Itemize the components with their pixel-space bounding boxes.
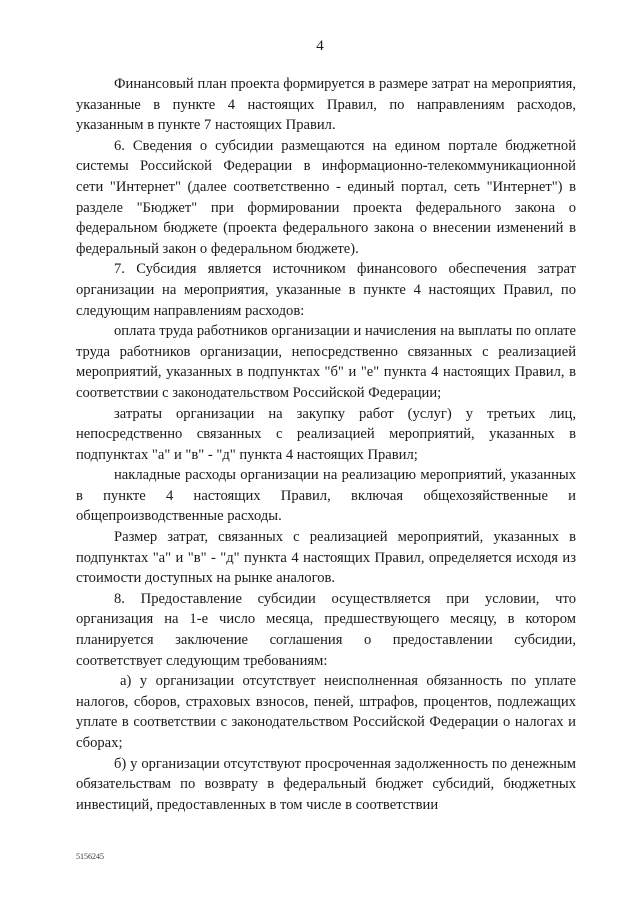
paragraph-procurement-costs: затраты организации на закупку работ (услуг) у третьих лиц, непосредственно связанных с реализацией мероприятий, указанных в подпунктах "а" и "в" - "д" пункта 4 настоящих Правил;	[76, 405, 576, 463]
paragraph-overhead-costs: накладные расходы организации на реализацию мероприятий, указанных в пункте 4 настоящих Правил, включая общехозяйственные и общепроизводственные расходы.	[76, 467, 576, 525]
document-body	[76, 74, 576, 815]
paragraph-item-8b: б) у организации отсутствуют просроченная задолженность по денежным обязательствам по возврату в федеральный бюджет субсидий, бюджетных инвестиций, предоставленных в том числе в соответствии	[76, 755, 576, 813]
paragraph-cost-size: Размер затрат, связанных с реализацией мероприятий, указанных в подпунктах "а" и "в" - "д" пункта 4 настоящих Правил, определяется исходя из стоимости доступных на рынке аналогов.	[76, 529, 576, 587]
paragraph-item-8a: а) у организации отсутствует неисполненная обязанность по уплате налогов, сборов, страховых взносов, пеней, штрафов, процентов, подлежащих уплате в соответствии с законодательством Российской Федерации о налогах и сборах;	[76, 673, 576, 751]
paragraph-item-6: 6. Сведения о субсидии размещаются на едином портале бюджетной системы Российской Федерации в информационно-телекоммуникационной сети "Интернет" (далее соответственно - единый портал, сеть "Интернет") в разделе "Бюджет" при формировании проекта федерального закона о федеральном бюджете (проекта федерального закона о внесении изменений в федеральный закон о федеральном бюджете).	[76, 137, 576, 257]
paragraph-item-7: 7. Субсидия является источником финансового обеспечения затрат организации на мероприятия, указанные в пункте 4 настоящих Правил, по следующим направлениям расходов:	[76, 261, 576, 319]
paragraph-labor-costs: оплата труда работников организации и начисления на выплаты по оплате труда работников организации, непосредственно связанных с реализацией мероприятий, указанных в подпунктах "б" и "е" пункта 4 настоящих Правил, в соответствии с законодательством Российской Федерации;	[76, 323, 576, 401]
document-id: 5156245	[76, 852, 104, 861]
page-number: 4	[316, 38, 324, 54]
paragraph-item-8: 8. Предоставление субсидии осуществляется при условии, что организация на 1-е число месяца, предшествующего месяцу, в котором планируется заключение соглашения о предоставлении субсидии, соответствует следующим требованиям:	[76, 590, 576, 669]
paragraph-financial-plan: Финансовый план проекта формируется в размере затрат на мероприятия, указанные в пункте 4 настоящих Правил, по направлениям расходов, указанным в пункте 7 настоящих Правил.	[76, 76, 576, 134]
